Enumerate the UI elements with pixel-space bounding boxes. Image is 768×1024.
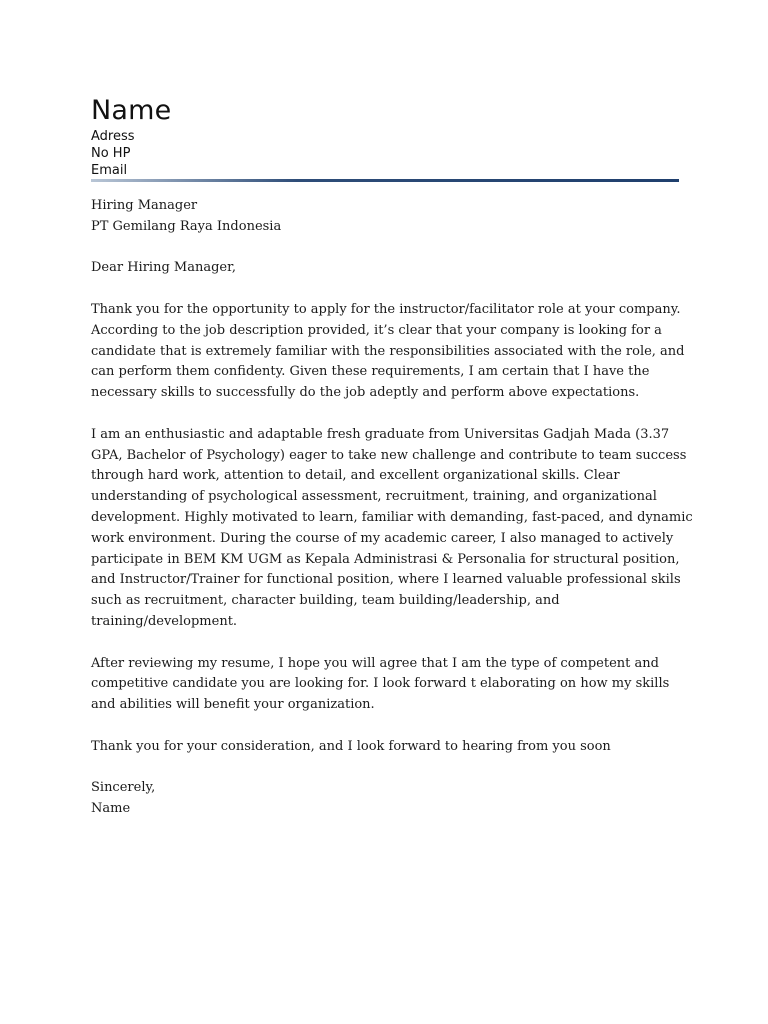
letter-header <box>91 94 679 179</box>
paragraph-line: development. Highly motivated to learn, familiar with demanding, fast-paced, and dynamic <box>91 509 693 525</box>
paragraph-line: Thank you for your consideration, and I look forward to hearing from you soon <box>91 738 611 754</box>
paragraph-line: and Instructor/Trainer for functional position, where I learned valuable professional skils <box>91 572 681 588</box>
paragraph-line: GPA, Bachelor of Psychology) eager to take new challenge and contribute to team success <box>91 447 687 463</box>
salutation <box>91 258 681 279</box>
recipient-company: PT Gemilang Raya Indonesia <box>91 218 282 234</box>
paragraph-line: understanding of psychological assessment, recruitment, training, and organizational <box>91 489 657 505</box>
paragraph-line: competitive candidate you are looking for. I look forward t elaborating on how my skills <box>91 676 670 692</box>
paragraph-line: through hard work, attention to detail, and excellent organizational skills. Clear <box>91 468 620 484</box>
paragraph-line: work environment. During the course of my academic career, I also managed to actively <box>91 530 674 546</box>
sign-off: Sincerely, <box>91 780 156 796</box>
sender-name: Name <box>91 95 172 126</box>
paragraph-line: According to the job description provided, it’s clear that your company is looking for a <box>91 322 662 338</box>
paragraph-line: necessary skills to successfully do the job adeptly and perform above expectations. <box>91 385 640 401</box>
paragraph-line: Thank you for the opportunity to apply for the instructor/facilitator role at your company. <box>91 301 681 317</box>
paragraph-line: participate in BEM KM UGM as Kepala Administrasi & Personalia for structural position, <box>91 551 680 567</box>
signature-name: Name <box>91 801 131 817</box>
paragraph-qualifications <box>91 425 693 633</box>
paragraph-line: such as recruitment, character building, team building/leadership, and <box>91 593 560 609</box>
paragraph-line: After reviewing my resume, I hope you will agree that I am the type of competent and <box>91 655 659 671</box>
paragraph-opening <box>91 300 685 404</box>
recipient-title: Hiring Manager <box>91 198 198 213</box>
paragraph-line: candidate that is extremely familiar with the responsibilities associated with the role, and <box>91 343 685 359</box>
paragraph-line: and abilities will benefit your organization. <box>91 697 375 713</box>
sender-email: Email <box>91 163 128 178</box>
salutation-text: Dear Hiring Manager, <box>91 260 237 276</box>
sender-phone: No HP <box>91 146 131 161</box>
paragraph-closing-pitch <box>91 654 681 716</box>
paragraph-line: can perform them confidenty. Given these requirements, I am certain that I have the <box>91 364 650 380</box>
paragraph-line: training/development. <box>91 613 238 629</box>
sender-address: Adress <box>91 129 135 144</box>
paragraph-line: I am an enthusiastic and adaptable fresh graduate from Universitas Gadjah Mada (3.37 <box>91 426 670 442</box>
header-divider <box>91 179 679 182</box>
paragraph-thanks <box>91 737 681 758</box>
signature-block <box>91 778 681 820</box>
recipient-block <box>91 196 681 238</box>
letter-body <box>91 196 693 841</box>
